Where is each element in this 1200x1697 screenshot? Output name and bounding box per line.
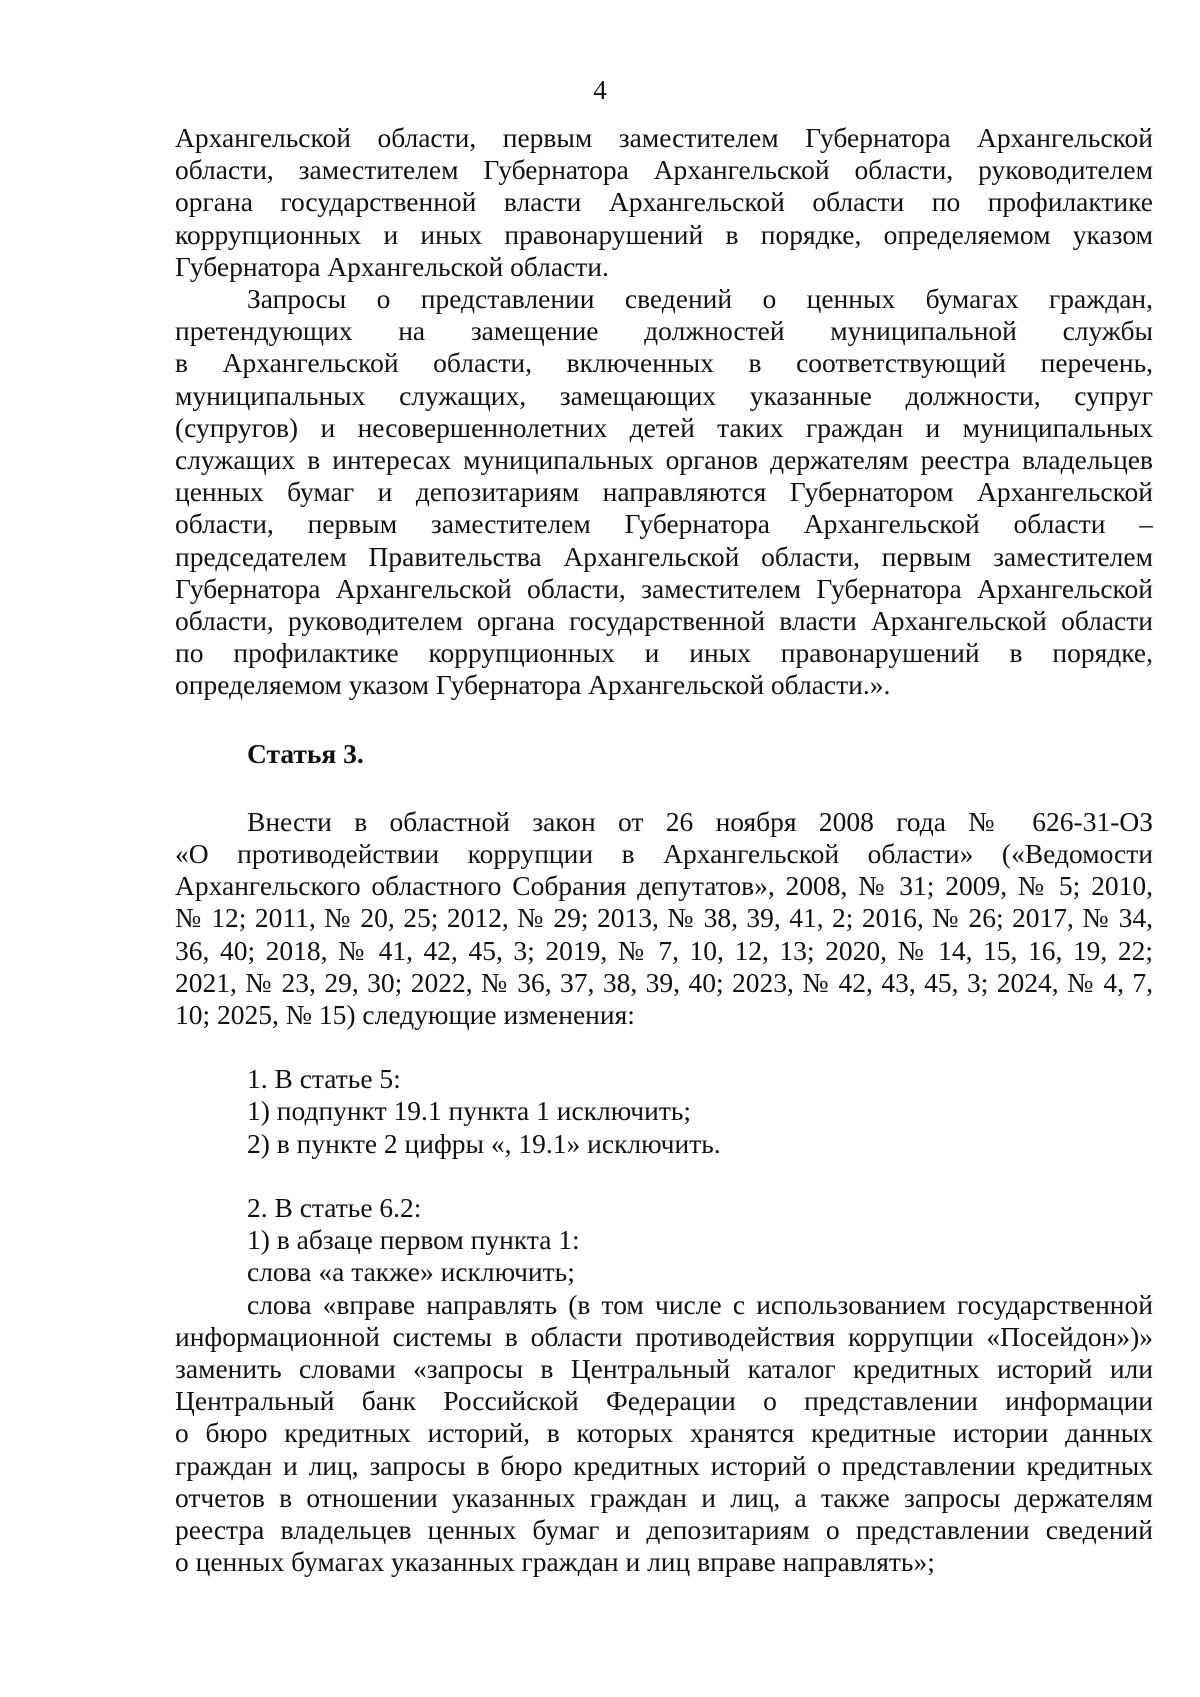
text-line: «О противодействии коррупции в Архангельской области» («Ведомости bbox=[175, 838, 1153, 870]
paragraph-replacement bbox=[175, 1289, 1153, 1579]
spacer bbox=[175, 1160, 1153, 1192]
section-1-item: 1) подпункт 19.1 пункта 1 исключить; bbox=[247, 1095, 692, 1127]
text-line: № 12; 2011, № 20, 25; 2012, № 29; 2013, № 38, 39, 41, 2; 2016, № 26; 2017, № 34, bbox=[175, 902, 1153, 934]
text-line: коррупционных и иных правонарушений в порядке, определяемом указом bbox=[175, 218, 1153, 250]
text-line: Губернатора Архангельской области, заместителем Губернатора Архангельской bbox=[175, 572, 1153, 604]
section-1-item: 2) в пункте 2 цифры «, 19.1» исключить. bbox=[247, 1127, 721, 1159]
text-line: 2021, № 23, 29, 30; 2022, № 36, 37, 38, 39, 40; 2023, № 42, 43, 45, 3; 2024, № 4, 7, bbox=[175, 966, 1153, 998]
text-line: муниципальных служащих, замещающих указанные должности, супруг bbox=[175, 379, 1153, 411]
text-line: информационной системы в области противодействия коррупции «Посейдон»)» bbox=[175, 1320, 1153, 1352]
text-line: 10; 2025, № 15) следующие изменения: bbox=[175, 999, 635, 1031]
section-1-title: 1. В статье 5: bbox=[247, 1063, 401, 1095]
text-line: в Архангельской области, включенных в соответствующий перечень, bbox=[175, 347, 1153, 379]
text-line: о бюро кредитных историй, в которых хранятся кредитные истории данных bbox=[175, 1417, 1153, 1449]
text-line: Центральный банк Российской Федерации о представлении информации bbox=[175, 1385, 1153, 1417]
text-line: реестра владельцев ценных бумаг и депозитариям о представлении сведений bbox=[175, 1513, 1153, 1545]
text-line: отчетов в отношении указанных граждан и лиц, а также запросы держателям bbox=[175, 1481, 1153, 1513]
text-line: органа государственной власти Архангельской области по профилактике bbox=[175, 186, 1153, 218]
text-line: области, первым заместителем Губернатора Архангельской области – bbox=[175, 508, 1153, 540]
section-2-item: слова «а также» исключить; bbox=[247, 1256, 575, 1288]
text-line: Архангельской области, первым заместителем Губернатора Архангельской bbox=[175, 122, 1153, 153]
paragraph-requests bbox=[175, 283, 1153, 702]
text-line: (супругов) и несовершеннолетних детей таких граждан и муниципальных bbox=[175, 411, 1153, 443]
text-line: Запросы о представлении сведений о ценных бумагах граждан, bbox=[247, 283, 1153, 315]
text-line: слова «вправе направлять (в том числе с использованием государственной bbox=[247, 1288, 1153, 1320]
section-2-title: 2. В статье 6.2: bbox=[247, 1191, 422, 1223]
text-line: области, заместителем Губернатора Архангельской области, руководителем bbox=[175, 154, 1153, 186]
text-line: Внести в областной закон от 26 ноября 2008 года № 626-31-ОЗ bbox=[247, 805, 1153, 837]
text-line: заменить словами «запросы в Центральный каталог кредитных историй или bbox=[175, 1352, 1153, 1384]
text-line: определяемом указом Губернатора Архангельской области.». bbox=[175, 669, 891, 701]
document-body bbox=[175, 122, 1153, 1578]
text-line: Архангельского областного Собрания депутатов», 2008, № 31; 2009, № 5; 2010, bbox=[175, 870, 1153, 902]
paragraph-continuation bbox=[175, 122, 1153, 283]
text-line: о ценных бумагах указанных граждан и лиц вправе направлять»; bbox=[175, 1546, 935, 1578]
paragraph-amendment-intro bbox=[175, 806, 1153, 1031]
page-number: 4 bbox=[593, 75, 607, 105]
text-line: по профилактике коррупционных и иных правонарушений в порядке, bbox=[175, 637, 1153, 669]
article-heading: Статья 3. bbox=[247, 737, 364, 769]
section-2-item: 1) в абзаце первом пункта 1: bbox=[247, 1224, 580, 1256]
spacer bbox=[175, 1031, 1153, 1063]
text-line: претендующих на замещение должностей муниципальной службы bbox=[175, 315, 1153, 347]
text-line: служащих в интересах муниципальных органов держателям реестра владельцев bbox=[175, 444, 1153, 476]
text-line: области, руководителем органа государственной власти Архангельской области bbox=[175, 605, 1153, 637]
text-line: 36, 40; 2018, № 41, 42, 45, 3; 2019, № 7, 10, 12, 13; 2020, № 14, 15, 16, 19, 22; bbox=[175, 934, 1153, 966]
text-line: председателем Правительства Архангельской области, первым заместителем bbox=[175, 540, 1153, 572]
text-line: ценных бумаг и депозитариям направляются Губернатором Архангельской bbox=[175, 476, 1153, 508]
text-line: Губернатора Архангельской области. bbox=[175, 250, 609, 282]
text-line: граждан и лиц, запросы в бюро кредитных историй о представлении кредитных bbox=[175, 1449, 1153, 1481]
